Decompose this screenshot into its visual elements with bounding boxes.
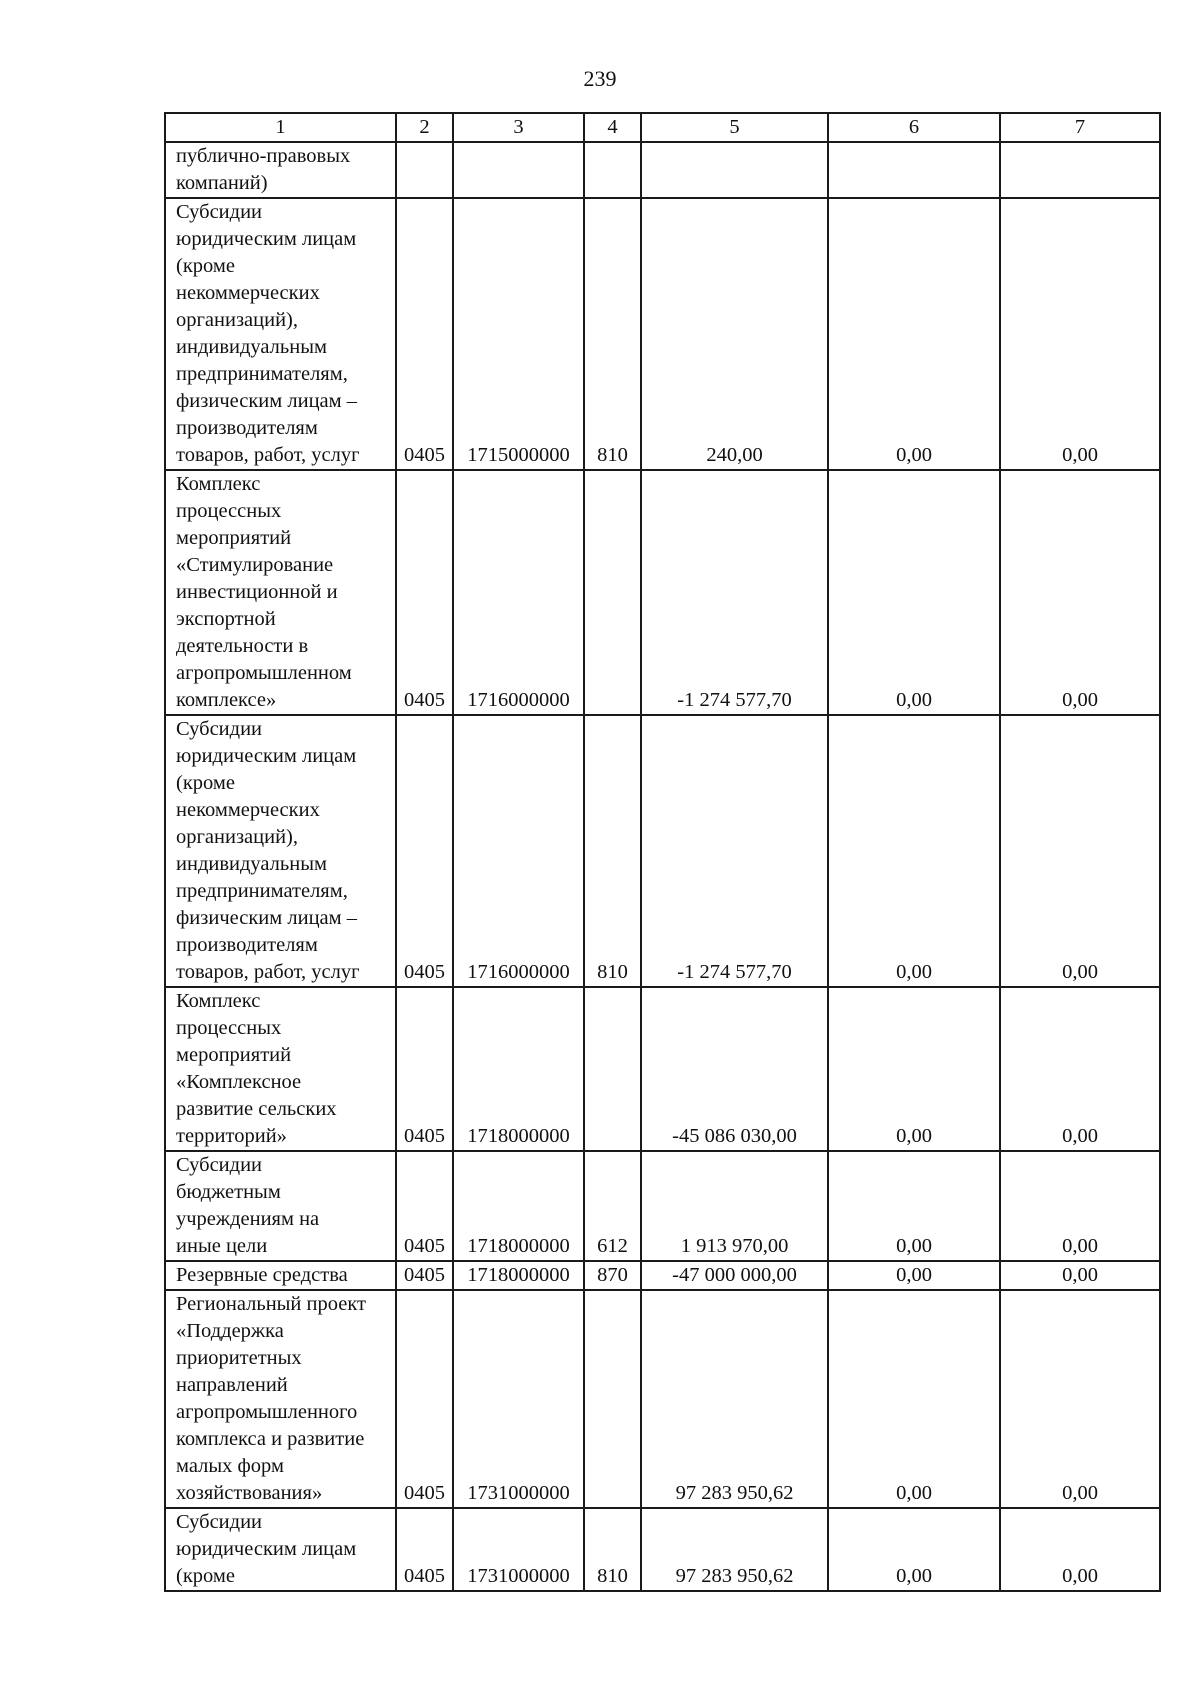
- amount-col5: 1 913 970,00: [641, 1151, 828, 1261]
- amount-col7: 0,00: [1000, 987, 1160, 1151]
- type-code: 810: [584, 715, 641, 987]
- amount-col5: 97 283 950,62: [641, 1290, 828, 1508]
- column-header: 3: [453, 113, 584, 142]
- amount-col6: 0,00: [828, 1151, 1000, 1261]
- table-row: [165, 987, 1160, 1151]
- type-code: 870: [584, 1261, 641, 1290]
- section-code: [396, 142, 453, 198]
- target-code: 1718000000: [453, 1151, 584, 1261]
- column-header: 7: [1000, 113, 1160, 142]
- row-name: публично-правовых компаний): [165, 142, 396, 198]
- row-name: Резервные средства: [165, 1261, 396, 1290]
- target-code: 1716000000: [453, 715, 584, 987]
- type-code: [584, 987, 641, 1151]
- row-name: Комплекс процессных мероприятий «Стимулирование инвестиционной и экспортной деятельности в агропромышленном комплексе»: [165, 470, 396, 715]
- section-code: 0405: [396, 1508, 453, 1591]
- type-code: [584, 142, 641, 198]
- row-name: Региональный проект «Поддержка приоритетных направлений агропромышленного комплекса и развитие малых форм хозяйствования»: [165, 1290, 396, 1508]
- amount-col5: 240,00: [641, 198, 828, 470]
- row-name: Субсидии юридическим лицам (кроме некоммерческих организаций), индивидуальным предпринимателям, физическим лицам – производителям товаров, работ, услуг: [165, 198, 396, 470]
- amount-col7: 0,00: [1000, 1261, 1160, 1290]
- table-row: [165, 715, 1160, 987]
- section-code: 0405: [396, 1290, 453, 1508]
- row-name: Комплекс процессных мероприятий «Комплексное развитие сельских территорий»: [165, 987, 396, 1151]
- amount-col5: -47 000 000,00: [641, 1261, 828, 1290]
- target-code: [453, 142, 584, 198]
- type-code: 810: [584, 1508, 641, 1591]
- column-header: 1: [165, 113, 396, 142]
- table-row: [165, 1151, 1160, 1261]
- amount-col6: 0,00: [828, 470, 1000, 715]
- section-code: 0405: [396, 198, 453, 470]
- target-code: 1715000000: [453, 198, 584, 470]
- table-row: [165, 470, 1160, 715]
- table-row: [165, 198, 1160, 470]
- table-row: [165, 1261, 1160, 1290]
- amount-col6: 0,00: [828, 1290, 1000, 1508]
- amount-col7: 0,00: [1000, 1151, 1160, 1261]
- table-row: [165, 1508, 1160, 1591]
- type-code: 810: [584, 198, 641, 470]
- amount-col7: 0,00: [1000, 1508, 1160, 1591]
- amount-col6: 0,00: [828, 715, 1000, 987]
- amount-col6: 0,00: [828, 198, 1000, 470]
- amount-col5: -45 086 030,00: [641, 987, 828, 1151]
- budget-table: [164, 112, 1161, 1592]
- row-name: Субсидии юридическим лицам (кроме: [165, 1508, 396, 1591]
- target-code: 1731000000: [453, 1508, 584, 1591]
- page-number: 239: [583, 66, 617, 91]
- table-row: [165, 1290, 1160, 1508]
- target-code: 1731000000: [453, 1290, 584, 1508]
- row-name: Субсидии бюджетным учреждениям на иные цели: [165, 1151, 396, 1261]
- target-code: 1718000000: [453, 1261, 584, 1290]
- section-code: 0405: [396, 1151, 453, 1261]
- section-code: 0405: [396, 715, 453, 987]
- column-header: 4: [584, 113, 641, 142]
- row-name: Субсидии юридическим лицам (кроме некоммерческих организаций), индивидуальным предпринимателям, физическим лицам – производителям товаров, работ, услуг: [165, 715, 396, 987]
- table-row: [165, 142, 1160, 198]
- column-header: 2: [396, 113, 453, 142]
- target-code: 1718000000: [453, 987, 584, 1151]
- amount-col5: -1 274 577,70: [641, 715, 828, 987]
- section-code: 0405: [396, 987, 453, 1151]
- column-header: 5: [641, 113, 828, 142]
- amount-col6: 0,00: [828, 987, 1000, 1151]
- type-code: [584, 1290, 641, 1508]
- amount-col7: 0,00: [1000, 198, 1160, 470]
- amount-col7: 0,00: [1000, 1290, 1160, 1508]
- amount-col7: 0,00: [1000, 715, 1160, 987]
- type-code: 612: [584, 1151, 641, 1261]
- amount-col7: [1000, 142, 1160, 198]
- amount-col6: 0,00: [828, 1508, 1000, 1591]
- amount-col6: 0,00: [828, 1261, 1000, 1290]
- header-row: [165, 113, 1160, 142]
- section-code: 0405: [396, 470, 453, 715]
- amount-col7: 0,00: [1000, 470, 1160, 715]
- column-header: 6: [828, 113, 1000, 142]
- table-header: [165, 113, 1160, 142]
- table-body: [165, 142, 1160, 1591]
- amount-col5: 97 283 950,62: [641, 1508, 828, 1591]
- amount-col5: -1 274 577,70: [641, 470, 828, 715]
- amount-col6: [828, 142, 1000, 198]
- type-code: [584, 470, 641, 715]
- section-code: 0405: [396, 1261, 453, 1290]
- target-code: 1716000000: [453, 470, 584, 715]
- amount-col5: [641, 142, 828, 198]
